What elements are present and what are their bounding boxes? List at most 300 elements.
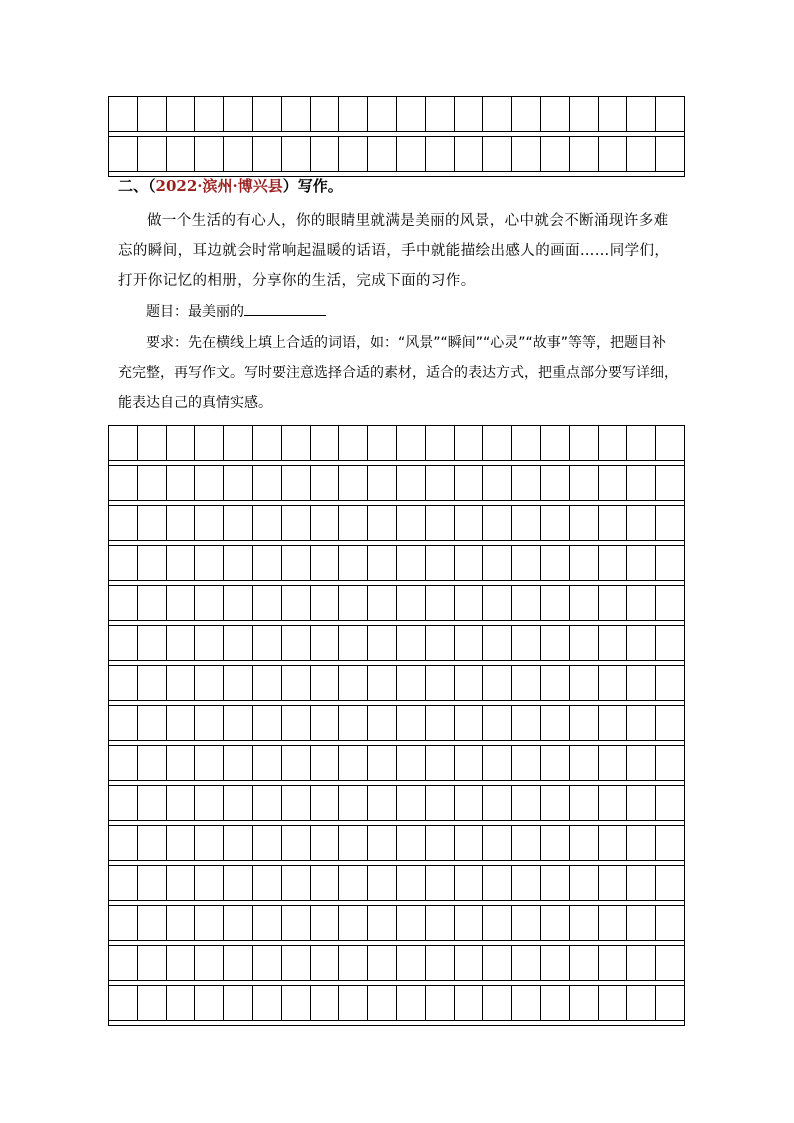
grid-cell[interactable] [368,466,397,500]
grid-cell[interactable] [311,137,340,171]
grid-cell[interactable] [339,506,368,540]
grid-cell[interactable] [455,626,484,660]
grid-cell[interactable] [167,666,196,700]
grid-cell[interactable] [397,866,426,900]
grid-cell[interactable] [483,946,512,980]
grid-cell[interactable] [224,586,253,620]
grid-cell[interactable] [483,906,512,940]
grid-cell[interactable] [195,97,224,131]
grid-cell[interactable] [599,586,628,620]
grid-cell[interactable] [656,986,684,1020]
grid-cell[interactable] [195,866,224,900]
grid-cell[interactable] [311,506,340,540]
grid-cell[interactable] [339,466,368,500]
grid-cell[interactable] [195,426,224,460]
grid-cell[interactable] [541,666,570,700]
grid-cell[interactable] [627,626,656,660]
grid-cell[interactable] [109,946,138,980]
grid-cell[interactable] [195,666,224,700]
grid-cell[interactable] [455,946,484,980]
grid-cell[interactable] [253,826,282,860]
grid-cell[interactable] [109,97,138,131]
grid-cell[interactable] [195,986,224,1020]
grid-cell[interactable] [109,426,138,460]
grid-cell[interactable] [512,466,541,500]
grid-cell[interactable] [455,466,484,500]
grid-cell[interactable] [483,666,512,700]
grid-cell[interactable] [138,97,167,131]
grid-cell[interactable] [109,466,138,500]
grid-cell[interactable] [483,586,512,620]
grid-cell[interactable] [426,546,455,580]
grid-cell[interactable] [541,626,570,660]
grid-cell[interactable] [368,946,397,980]
grid-cell[interactable] [311,826,340,860]
grid-cell[interactable] [541,906,570,940]
grid-cell[interactable] [483,466,512,500]
grid-cell[interactable] [599,706,628,740]
grid-cell[interactable] [138,826,167,860]
grid-cell[interactable] [253,426,282,460]
grid-cell[interactable] [282,586,311,620]
grid-cell[interactable] [512,986,541,1020]
grid-cell[interactable] [570,506,599,540]
grid-cell[interactable] [483,626,512,660]
grid-cell[interactable] [253,546,282,580]
grid-cell[interactable] [109,506,138,540]
grid-cell[interactable] [368,786,397,820]
grid-cell[interactable] [167,826,196,860]
grid-cell[interactable] [483,746,512,780]
grid-cell[interactable] [570,586,599,620]
grid-cell[interactable] [368,626,397,660]
grid-cell[interactable] [483,826,512,860]
grid-cell[interactable] [397,137,426,171]
grid-cell[interactable] [426,97,455,131]
grid-cell[interactable] [224,866,253,900]
grid-cell[interactable] [167,137,196,171]
grid-cell[interactable] [455,586,484,620]
grid-cell[interactable] [512,946,541,980]
grid-cell[interactable] [195,786,224,820]
grid-cell[interactable] [253,666,282,700]
grid-cell[interactable] [368,586,397,620]
grid-cell[interactable] [167,786,196,820]
grid-cell[interactable] [512,746,541,780]
grid-cell[interactable] [397,826,426,860]
grid-cell[interactable] [627,506,656,540]
grid-cell[interactable] [339,906,368,940]
grid-cell[interactable] [512,137,541,171]
grid-cell[interactable] [426,426,455,460]
grid-cell[interactable] [570,786,599,820]
grid-cell[interactable] [541,986,570,1020]
grid-cell[interactable] [656,466,684,500]
grid-cell[interactable] [570,466,599,500]
grid-cell[interactable] [426,866,455,900]
grid-cell[interactable] [541,426,570,460]
grid-cell[interactable] [282,906,311,940]
grid-cell[interactable] [167,906,196,940]
grid-cell[interactable] [426,586,455,620]
grid-cell[interactable] [339,137,368,171]
grid-cell[interactable] [282,97,311,131]
grid-cell[interactable] [167,426,196,460]
grid-cell[interactable] [311,906,340,940]
grid-cell[interactable] [138,946,167,980]
grid-cell[interactable] [599,506,628,540]
grid-cell[interactable] [339,626,368,660]
grid-cell[interactable] [109,906,138,940]
grid-cell[interactable] [138,906,167,940]
grid-cell[interactable] [109,786,138,820]
grid-cell[interactable] [426,826,455,860]
grid-cell[interactable] [512,866,541,900]
grid-cell[interactable] [599,97,628,131]
grid-cell[interactable] [253,786,282,820]
grid-cell[interactable] [570,426,599,460]
grid-cell[interactable] [368,706,397,740]
grid-cell[interactable] [282,706,311,740]
grid-cell[interactable] [224,426,253,460]
grid-cell[interactable] [599,946,628,980]
grid-cell[interactable] [570,746,599,780]
grid-cell[interactable] [138,746,167,780]
grid-cell[interactable] [512,626,541,660]
grid-cell[interactable] [455,826,484,860]
grid-cell[interactable] [282,666,311,700]
grid-cell[interactable] [138,706,167,740]
grid-cell[interactable] [627,586,656,620]
grid-cell[interactable] [167,626,196,660]
grid-cell[interactable] [627,866,656,900]
grid-cell[interactable] [282,826,311,860]
grid-cell[interactable] [109,137,138,171]
grid-cell[interactable] [512,666,541,700]
grid-cell[interactable] [368,426,397,460]
grid-cell[interactable] [109,626,138,660]
grid-cell[interactable] [253,986,282,1020]
grid-cell[interactable] [627,706,656,740]
grid-cell[interactable] [483,546,512,580]
grid-cell[interactable] [483,786,512,820]
grid-cell[interactable] [368,137,397,171]
grid-cell[interactable] [512,586,541,620]
grid-cell[interactable] [167,986,196,1020]
grid-cell[interactable] [167,866,196,900]
grid-cell[interactable] [599,466,628,500]
grid-cell[interactable] [109,586,138,620]
grid-cell[interactable] [656,666,684,700]
grid-cell[interactable] [599,826,628,860]
grid-cell[interactable] [656,946,684,980]
grid-cell[interactable] [627,426,656,460]
grid-cell[interactable] [109,866,138,900]
grid-cell[interactable] [483,706,512,740]
grid-cell[interactable] [627,906,656,940]
grid-cell[interactable] [195,746,224,780]
grid-cell[interactable] [541,866,570,900]
grid-cell[interactable] [426,746,455,780]
grid-cell[interactable] [339,746,368,780]
grid-cell[interactable] [397,546,426,580]
grid-cell[interactable] [483,426,512,460]
grid-cell[interactable] [541,466,570,500]
writing-grid-main[interactable] [108,425,685,1026]
grid-cell[interactable] [397,666,426,700]
grid-cell[interactable] [656,866,684,900]
grid-cell[interactable] [368,826,397,860]
grid-cell[interactable] [195,906,224,940]
grid-cell[interactable] [138,137,167,171]
grid-cell[interactable] [224,626,253,660]
grid-cell[interactable] [167,706,196,740]
grid-cell[interactable] [627,97,656,131]
grid-cell[interactable] [368,746,397,780]
grid-cell[interactable] [311,946,340,980]
grid-cell[interactable] [656,546,684,580]
grid-cell[interactable] [195,137,224,171]
grid-cell[interactable] [541,746,570,780]
grid-cell[interactable] [397,786,426,820]
grid-cell[interactable] [541,506,570,540]
grid-cell[interactable] [656,586,684,620]
grid-cell[interactable] [426,906,455,940]
grid-cell[interactable] [311,466,340,500]
grid-cell[interactable] [512,826,541,860]
grid-cell[interactable] [627,986,656,1020]
grid-cell[interactable] [167,746,196,780]
grid-cell[interactable] [311,746,340,780]
grid-cell[interactable] [339,946,368,980]
grid-cell[interactable] [109,546,138,580]
grid-cell[interactable] [599,546,628,580]
grid-cell[interactable] [253,586,282,620]
grid-cell[interactable] [224,786,253,820]
grid-cell[interactable] [195,506,224,540]
grid-cell[interactable] [368,97,397,131]
grid-cell[interactable] [109,666,138,700]
grid-cell[interactable] [599,786,628,820]
grid-cell[interactable] [282,137,311,171]
grid-cell[interactable] [512,706,541,740]
grid-cell[interactable] [426,666,455,700]
grid-cell[interactable] [138,986,167,1020]
grid-cell[interactable] [426,986,455,1020]
grid-cell[interactable] [109,746,138,780]
grid-cell[interactable] [282,746,311,780]
grid-cell[interactable] [541,546,570,580]
grid-cell[interactable] [397,586,426,620]
grid-cell[interactable] [426,626,455,660]
grid-cell[interactable] [656,426,684,460]
grid-cell[interactable] [656,137,684,171]
grid-cell[interactable] [282,626,311,660]
grid-cell[interactable] [253,866,282,900]
grid-cell[interactable] [627,946,656,980]
grid-cell[interactable] [541,586,570,620]
grid-cell[interactable] [483,97,512,131]
topic-blank[interactable] [244,301,326,316]
grid-cell[interactable] [455,137,484,171]
grid-cell[interactable] [368,666,397,700]
grid-cell[interactable] [311,666,340,700]
grid-cell[interactable] [311,986,340,1020]
grid-cell[interactable] [253,706,282,740]
grid-cell[interactable] [599,986,628,1020]
grid-cell[interactable] [599,426,628,460]
grid-cell[interactable] [627,786,656,820]
grid-cell[interactable] [109,986,138,1020]
grid-cell[interactable] [282,786,311,820]
grid-cell[interactable] [339,866,368,900]
grid-cell[interactable] [512,506,541,540]
grid-cell[interactable] [339,426,368,460]
grid-cell[interactable] [512,906,541,940]
grid-cell[interactable] [426,946,455,980]
grid-cell[interactable] [311,586,340,620]
grid-cell[interactable] [167,97,196,131]
grid-cell[interactable] [195,586,224,620]
grid-cell[interactable] [656,706,684,740]
grid-cell[interactable] [339,706,368,740]
grid-cell[interactable] [311,626,340,660]
grid-cell[interactable] [368,546,397,580]
grid-cell[interactable] [627,746,656,780]
grid-cell[interactable] [397,946,426,980]
grid-cell[interactable] [138,506,167,540]
grid-cell[interactable] [282,866,311,900]
grid-cell[interactable] [311,97,340,131]
grid-cell[interactable] [282,986,311,1020]
grid-cell[interactable] [224,546,253,580]
grid-cell[interactable] [311,706,340,740]
grid-cell[interactable] [599,626,628,660]
grid-cell[interactable] [426,706,455,740]
grid-cell[interactable] [195,706,224,740]
grid-cell[interactable] [483,137,512,171]
grid-cell[interactable] [599,666,628,700]
grid-cell[interactable] [339,826,368,860]
grid-cell[interactable] [138,466,167,500]
grid-cell[interactable] [138,546,167,580]
grid-cell[interactable] [224,906,253,940]
grid-cell[interactable] [397,626,426,660]
grid-cell[interactable] [224,466,253,500]
grid-cell[interactable] [455,97,484,131]
grid-cell[interactable] [224,506,253,540]
grid-cell[interactable] [109,826,138,860]
grid-cell[interactable] [455,706,484,740]
grid-cell[interactable] [224,986,253,1020]
grid-cell[interactable] [455,866,484,900]
grid-cell[interactable] [455,426,484,460]
grid-cell[interactable] [599,866,628,900]
grid-cell[interactable] [282,946,311,980]
grid-cell[interactable] [339,546,368,580]
grid-cell[interactable] [426,786,455,820]
grid-cell[interactable] [541,137,570,171]
grid-cell[interactable] [253,746,282,780]
grid-cell[interactable] [570,866,599,900]
grid-cell[interactable] [426,506,455,540]
grid-cell[interactable] [224,706,253,740]
grid-cell[interactable] [656,506,684,540]
grid-cell[interactable] [339,986,368,1020]
grid-cell[interactable] [512,426,541,460]
grid-cell[interactable] [570,946,599,980]
grid-cell[interactable] [138,586,167,620]
grid-cell[interactable] [195,826,224,860]
grid-cell[interactable] [570,626,599,660]
grid-cell[interactable] [656,97,684,131]
grid-cell[interactable] [167,946,196,980]
grid-cell[interactable] [627,137,656,171]
grid-cell[interactable] [167,546,196,580]
grid-cell[interactable] [253,506,282,540]
grid-cell[interactable] [455,906,484,940]
grid-cell[interactable] [195,946,224,980]
grid-cell[interactable] [253,137,282,171]
grid-cell[interactable] [311,546,340,580]
grid-cell[interactable] [656,826,684,860]
grid-cell[interactable] [570,137,599,171]
grid-cell[interactable] [656,906,684,940]
grid-cell[interactable] [627,546,656,580]
grid-cell[interactable] [483,986,512,1020]
grid-cell[interactable] [483,866,512,900]
grid-cell[interactable] [512,786,541,820]
grid-cell[interactable] [138,866,167,900]
grid-cell[interactable] [224,746,253,780]
grid-cell[interactable] [656,746,684,780]
grid-cell[interactable] [426,466,455,500]
grid-cell[interactable] [541,97,570,131]
grid-cell[interactable] [541,706,570,740]
grid-cell[interactable] [368,986,397,1020]
grid-cell[interactable] [570,546,599,580]
grid-cell[interactable] [282,506,311,540]
grid-cell[interactable] [253,906,282,940]
grid-cell[interactable] [253,946,282,980]
grid-cell[interactable] [512,546,541,580]
grid-cell[interactable] [195,466,224,500]
grid-cell[interactable] [455,786,484,820]
grid-cell[interactable] [599,137,628,171]
grid-cell[interactable] [339,586,368,620]
grid-cell[interactable] [195,546,224,580]
grid-cell[interactable] [224,826,253,860]
grid-cell[interactable] [570,986,599,1020]
grid-cell[interactable] [397,906,426,940]
grid-cell[interactable] [397,506,426,540]
grid-cell[interactable] [455,546,484,580]
grid-cell[interactable] [627,466,656,500]
grid-cell[interactable] [339,786,368,820]
grid-cell[interactable] [455,666,484,700]
grid-cell[interactable] [368,906,397,940]
grid-cell[interactable] [368,866,397,900]
grid-cell[interactable] [570,706,599,740]
grid-cell[interactable] [541,946,570,980]
grid-cell[interactable] [138,626,167,660]
grid-cell[interactable] [109,706,138,740]
grid-cell[interactable] [224,97,253,131]
grid-cell[interactable] [224,946,253,980]
grid-cell[interactable] [397,97,426,131]
grid-cell[interactable] [253,626,282,660]
grid-cell[interactable] [224,137,253,171]
